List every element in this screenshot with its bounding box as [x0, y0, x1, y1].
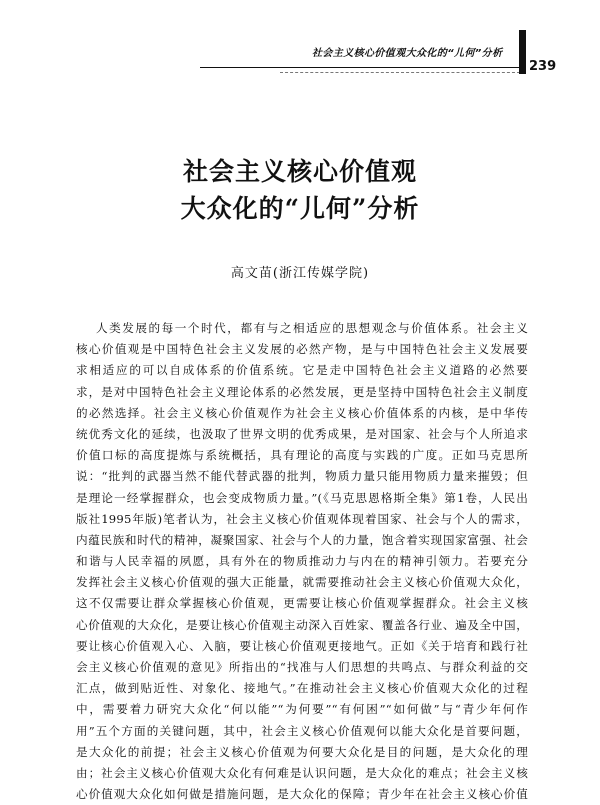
body-line: 人类发展的每一个时代，都有与之相适应的思想观念与价值体系。社会主义: [96, 321, 528, 335]
body-line: 说：“批判的武器当然不能代替武器的批判，物质力量只能用物质力量来摧毁；但: [76, 469, 528, 484]
body-line: 要让核心价值观入心、入脑，要让核心价值观更接地气。正如《关于培育和践行社: [76, 638, 528, 653]
body-line: 汇点，做到贴近性、对象化、接地气。”在推动社会主义核心价值观大众化的过程: [76, 681, 528, 696]
body-line: 由；社会主义核心价值观大众化有何难是认识问题，是大众化的难点；社会主义核: [76, 765, 528, 780]
body-line: 求，是对中国特色社会主义理论体系的必然发展，更是坚持中国特色社会主义制度: [76, 384, 528, 399]
body-line: 版社1995年版)笔者认为，社会主义核心价值观体现着国家、社会与个人的需求，: [76, 511, 528, 526]
body-line: 心价值观大众化如何做是措施问题，是大众化的保障；青少年在社会主义核心价值: [76, 787, 528, 802]
body-line: 会主义核心价值观的意见》所指出的“找准与人们思想的共鸣点、与群众利益的交: [76, 660, 528, 674]
body-line: 内蕴民族和时代的精神，凝聚国家、社会与个人的力量，饱含着实现国家富强、社会: [76, 532, 528, 547]
body-line: 和谐与人民幸福的夙愿，具有外在的物质推动力与内在的精神引领力。若要充分: [76, 554, 528, 569]
header-rule: [200, 67, 520, 68]
body-line: 中，需要着力研究大众化“何以能”“为何要”“有何困”“如何做”与“青少年何作: [76, 702, 528, 717]
running-head: 社会主义核心价值观大众化的“儿何”分析: [312, 48, 503, 59]
header-rule-thin: [280, 72, 520, 73]
body-line: 发挥社会主义核心价值观的强大正能量，就需要推动社会主义核心价值观大众化，: [76, 575, 528, 590]
body-line: 这不仅需要让群众掌握核心价值观，更需要让核心价值观掌握群众。社会主义核: [76, 596, 528, 611]
body-line: 价值口标的高度提炼与系统概括，具有理论的高度与实践的广度。正如马克思所: [76, 448, 528, 463]
body-line: 的必然选择。社会主义核心价值观作为社会主义核心价值体系的内核，是中华传: [76, 405, 528, 420]
body-line: 是大众化的前提；社会主义核心价值观为何要大众化是目的问题，是大众化的理: [76, 744, 528, 759]
page-number: 239: [529, 59, 557, 74]
article-title-line-2: 大众化的“儿何”分析: [180, 194, 420, 223]
body-line: 求相适应的可以自成体系的价值系统。它是走中国特色社会主义道路的必然要: [76, 363, 528, 378]
body-line: 统优秀文化的延续，也汲取了世界文明的优秀成果，是对国家、社会与个人所追求: [76, 426, 528, 441]
body-line: 核心价值观是中国特色社会主义发展的必然产物，是与中国特色社会主义发展要: [76, 342, 528, 357]
article-title-line-1: 社会主义核心价值观: [182, 157, 417, 186]
body-line: 心价值观的大众化，是要让核心价值观主动深入百姓家、覆盖各行业、遍及全中国，: [76, 617, 528, 632]
body-line: 用”五个方面的关键问题，其中，社会主义核心价值观何以能大众化是首要问题，: [76, 723, 528, 738]
page-edge-bar: [519, 30, 526, 74]
body-text: [76, 318, 528, 805]
article-author: 高文苗(浙江传媒学院): [230, 266, 370, 281]
body-line: 是理论一经掌握群众，也会变成物质力量。”(《马克思恩格斯全集》第1卷，人民出: [76, 490, 528, 505]
